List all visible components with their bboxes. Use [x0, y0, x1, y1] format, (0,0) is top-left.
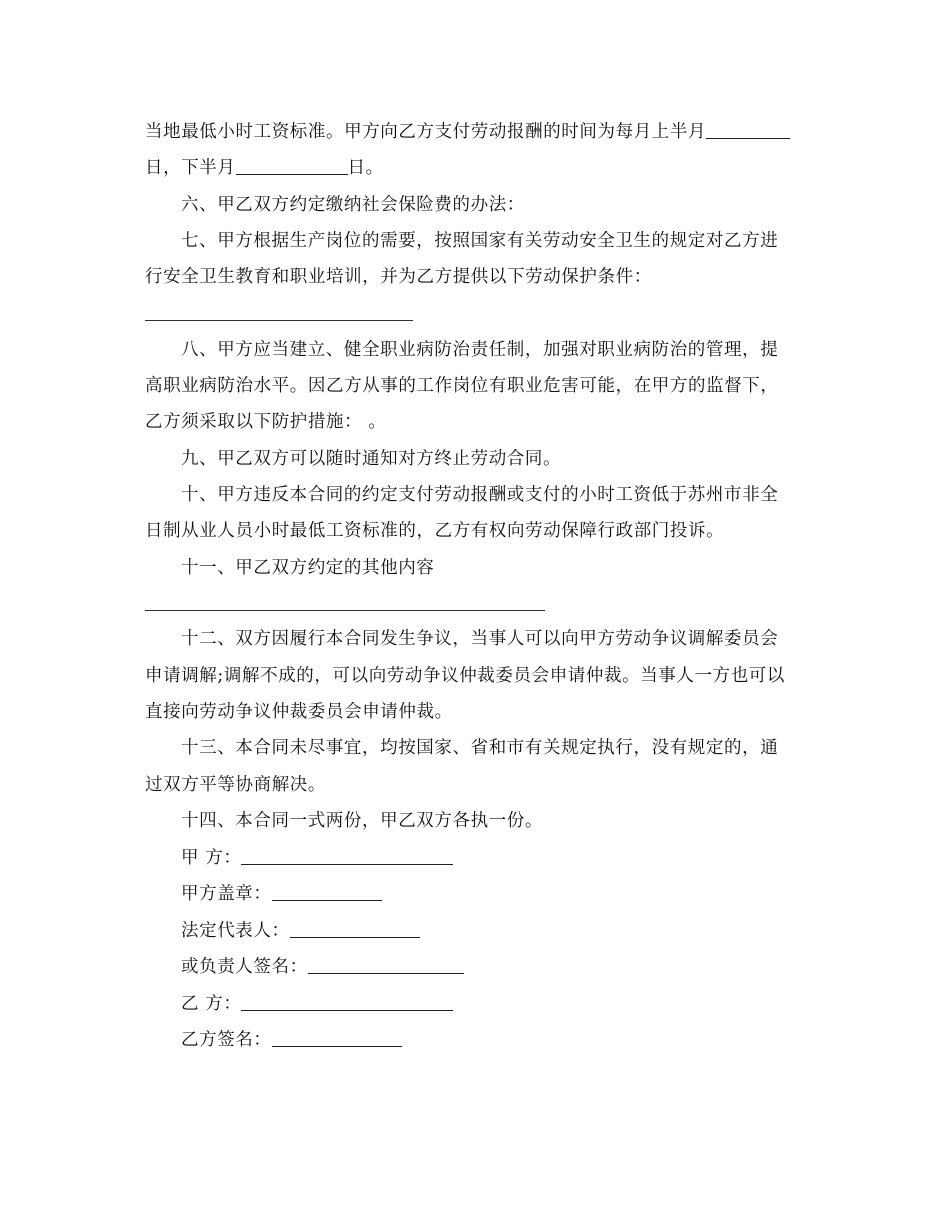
paragraph-13-line-1: 十三、本合同未尽事宜，均按国家、省和市有关规定执行，没有规定的，通	[181, 738, 779, 758]
paragraph-8-line-2: 高职业病防治水平。因乙方从事的工作岗位有职业危害可能，在甲方的监督下，	[145, 376, 779, 396]
party-b-sign-field	[272, 1045, 402, 1047]
paragraph-8-line-3: 乙方须采取以下防护措施： 。	[145, 412, 387, 432]
paragraph-5-line-2: 日，下半月 日。	[145, 158, 384, 178]
paragraph-7-line-2: 行安全卫生教育和职业培训，并为乙方提供以下劳动保护条件：	[145, 267, 652, 287]
legal-rep-field	[290, 936, 420, 938]
paragraph-14: 十四、本合同一式两份，甲乙双方各执一份。	[181, 811, 543, 831]
signature-party-b: 乙 方：	[181, 986, 453, 1022]
signature-legal-rep: 法定代表人：	[181, 913, 420, 949]
signature-responsible: 或负责人签名：	[181, 949, 464, 985]
blank-other-content	[145, 610, 545, 611]
blank-protection-conditions	[145, 320, 413, 321]
party-a-field	[241, 863, 453, 865]
paragraph-13-line-2: 过双方平等协商解决。	[145, 775, 326, 795]
responsible-sign-field	[308, 972, 464, 974]
paragraph-9: 九、甲乙双方可以随时通知对方终止劳动合同。	[181, 449, 562, 469]
paragraph-10-line-2: 日制从业人员小时最低工资标准的，乙方有权向劳动保障行政部门投诉。	[145, 521, 725, 541]
paragraph-10-line-1: 十、甲方违反本合同的约定支付劳动报酬或支付的小时工资低于苏州市非全	[181, 485, 779, 505]
paragraph-12-line-1: 十二、双方因履行本合同发生争议，当事人可以向甲方劳动争议调解委员会	[181, 629, 779, 649]
signature-party-a: 甲 方：	[181, 840, 453, 876]
paragraph-12-line-2: 申请调解;调解不成的，可以向劳动争议仲裁委员会申请仲裁。当事人一方也可以	[145, 666, 785, 686]
paragraph-8-line-1: 八、甲方应当建立、健全职业病防治责任制，加强对职业病防治的管理，提	[181, 340, 779, 360]
blank-first-half-day	[706, 137, 790, 139]
signature-party-a-seal: 甲方盖章：	[181, 876, 382, 912]
signature-party-b-sign: 乙方签名：	[181, 1022, 402, 1058]
paragraph-7-line-1: 七、甲方根据生产岗位的需要，按照国家有关劳动安全卫生的规定对乙方进	[181, 231, 779, 251]
paragraph-5-line-1: 当地最低小时工资标准。甲方向乙方支付劳动报酬的时间为每月上半月	[145, 114, 810, 150]
paragraph-11: 十一、甲乙双方约定的其他内容	[181, 558, 435, 578]
blank-second-half-day	[236, 173, 348, 175]
party-a-seal-field	[272, 899, 382, 901]
party-b-field	[241, 1009, 453, 1011]
paragraph-12-line-3: 直接向劳动争议仲裁委员会申请仲裁。	[145, 702, 453, 722]
paragraph-6: 六、甲乙双方约定缴纳社会保险费的办法：	[181, 195, 525, 215]
